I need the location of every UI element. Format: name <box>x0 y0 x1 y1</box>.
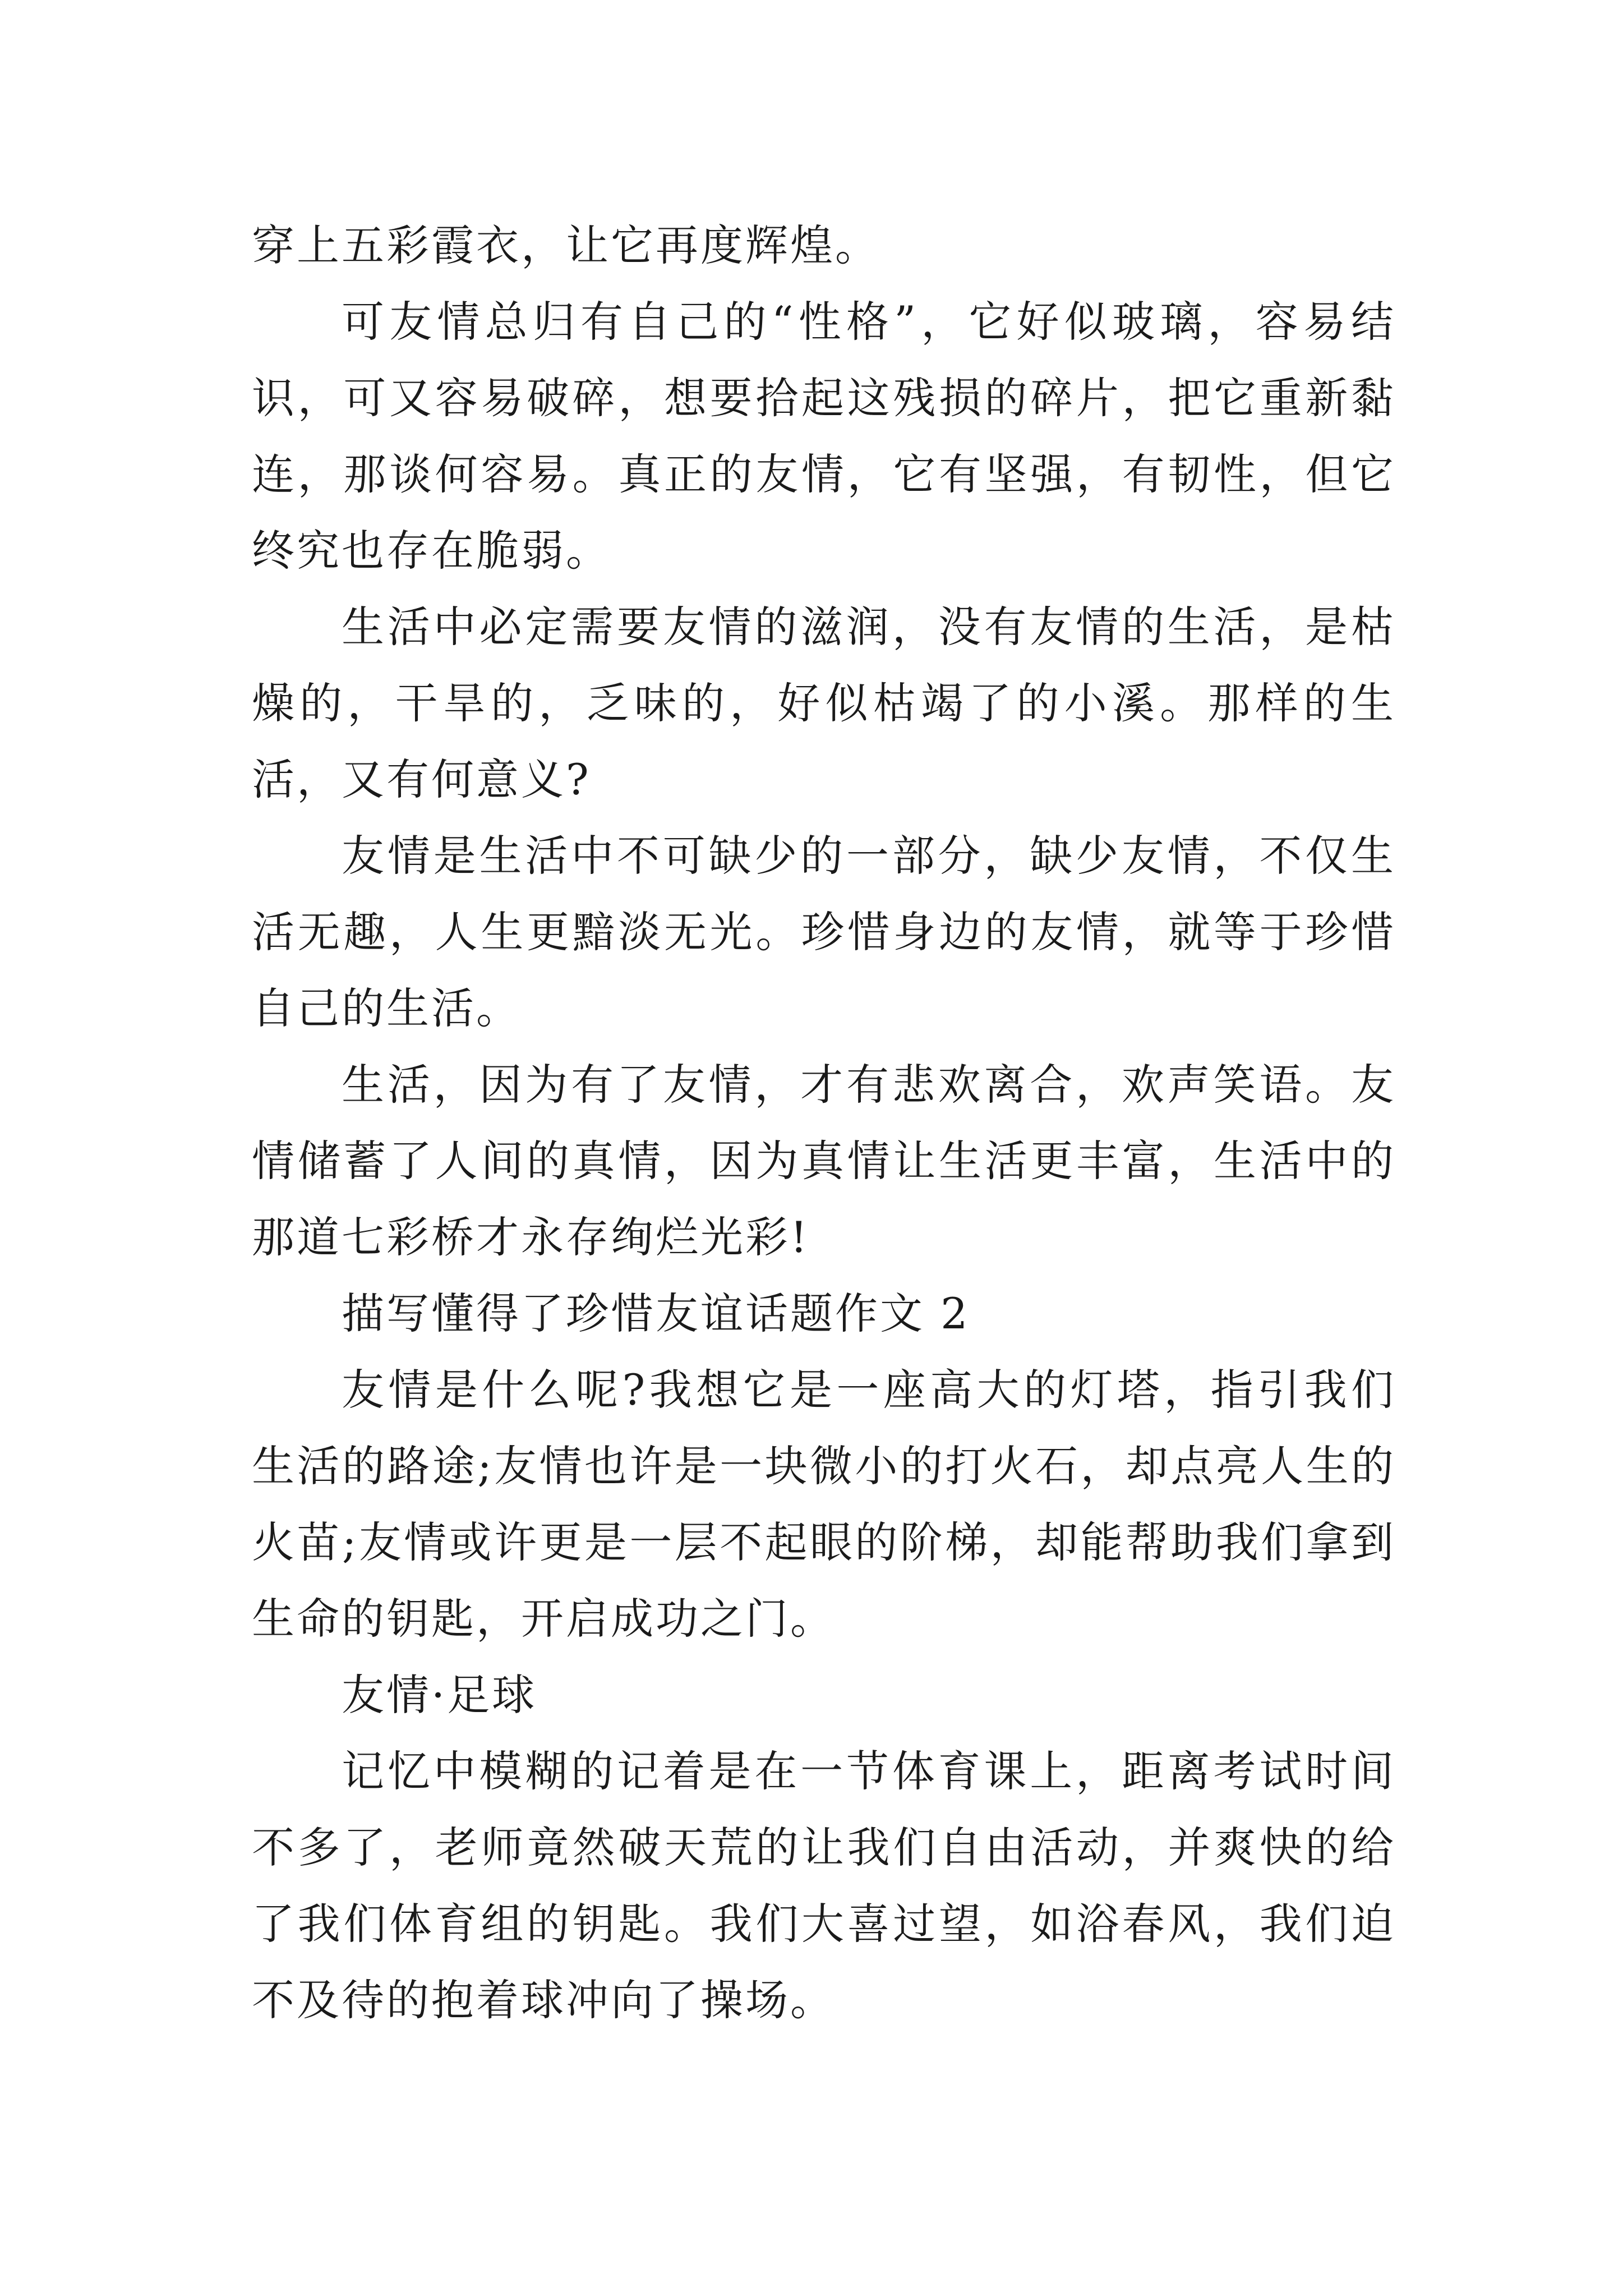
paragraph-1: 穿上五彩霞衣，让它再度辉煌。 <box>252 220 880 270</box>
paragraph-3: 生活中必定需要友情的滋润，没有友情的生活，是枯燥的，干旱的，乏味的，好似枯竭了的小溪。那样的生活，又有何意义? <box>252 602 1396 804</box>
paragraph-7: 记忆中模糊的记着是在一节体育课上，距离考试时间不多了，老师竟然破天荒的让我们自由活动，并爽快的给了我们体育组的钥匙。我们大喜过望，如浴春风，我们迫不及待的抱着球冲向了操场。 <box>252 1746 1396 2025</box>
paragraph-5: 生活，因为有了友情，才有悲欢离合，欢声笑语。友情储蓄了人间的真情，因为真情让生活更丰富，生活中的那道七彩桥才永存绚烂光彩! <box>252 1060 1396 1262</box>
document-body <box>252 208 1396 2039</box>
section-heading: 描写懂得了珍惜友谊话题作文 2 <box>342 1289 970 1338</box>
subsection-heading: 友情·足球 <box>342 1670 537 1720</box>
paragraph-6: 友情是什么呢?我想它是一座高大的灯塔，指引我们生活的路途;友情也许是一块微小的打火石，却点亮人生的火苗;友情或许更是一层不起眼的阶梯，却能帮助我们拿到生命的钥匙，开启成功之门。 <box>252 1365 1396 1644</box>
paragraph-2: 可友情总归有自己的“性格”，它好似玻璃，容易结识，可又容易破碎，想要拾起这残损的碎片，把它重新黏连，那谈何容易。真正的友情，它有坚强，有韧性，但它终究也存在脆弱。 <box>252 297 1396 576</box>
paragraph-4: 友情是生活中不可缺少的一部分，缺少友情，不仅生活无趣，人生更黯淡无光。珍惜身边的友情，就等于珍惜自己的生活。 <box>252 831 1396 1033</box>
